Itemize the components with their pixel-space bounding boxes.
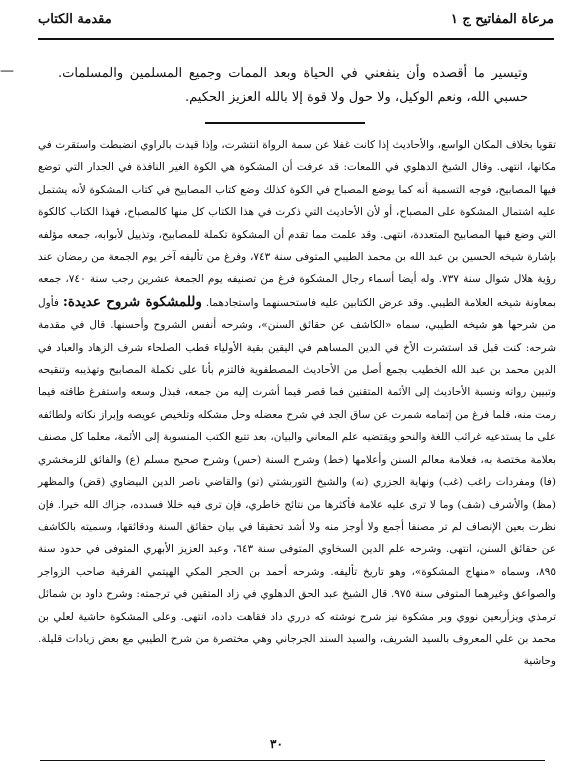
section-title: مقدمة الكتاب [38,12,112,27]
paragraph-2: فأول من شرحها هو شيخه الطيبي، سماه «الكاشف عن حقائق السنن»، وشرحه أنفس الشروح وأحسنها. قال في مقدمة شرحه: كنت قبل قد استشرت الأخ في الدين المساهم في اليقين بقية الأولياء قطب الصلحاء شرف الزهاد والعباد في الدين محمد بن عبد الله الخطيب بجمع أصل من الأحاديث المصطفوية فالتزم بأنا على تكملة المصابيح وتهذيبه وتنقيحه وتبيين رواته ونسبة الأحاديث إلى الأئمة المتقنين فما قصر فيما أشرت إليه من جمعه، فبذل وسعه واستفرغ طاقته فيما رمت منه، فلما فرغ من إتمامه شمرت عن ساق الجد في شرح معضله وحل مشكله وتلخيص عويصه وإبراز نكاته ولطائفه على ما يستدعيه غرائب اللغة والنحو ويقتضيه علم المعاني والبيان، بعد تتبع الكتب المنسوبة إلى الأئمة، معلما كل مصنف بعلامة مختصة به، فعلامة معالم السنن وأعلامها (خط) وشرح السنة (حس) وشرح صحيح مسلم (ع) والفائق للزمخشري (فا) ومفردات راغب (غب) ونهاية الجزري (نه) والشيخ التوربشتي (تو) والقاضي ناصر الدين البيضاوي (قض) والمظهر (مظ) والأشرف (شف) وما لا ترى عليه علامة فأكثرها من نتائج خاطري، فإن ترى فيه خللا فسدده، جزاك الله خيرا. فإن نظرت بعين الإنصاف لم تر مصنفا أجمع ولا أوجز منه ولا أشد تحقيقا في بيان حقائق السنة ودقائقها، وسميته بالكاشف عن حقائق السنن، انتهى. وشرحه علم الدين السخاوي المتوفى سنة ٦٤٣، وعبد العزيز الأبهري المتوفى في حدود سنة ٨٩٥، وسماه «منهاج المشكوة»، وهو تاريخ تأليفه. وشرحه أحمد بن الحجر المكي الهيتمي الفرقية صاحب الزواجر والصواعق وغيرهما المتوفى سنة ٩٧٥. قال الشيخ عبد الحق الدهلوي في زاد المتقين في ترجمته: وشرح داود بن شمائل ترمذي ويزأربعين نووي وبر مشكوة نيز شرح نوشته كه درري داد فقاهت داده، انتهى. وعلى المشكوة حاشية لعلي بن محمد بن علي المعروف بالسيد الشريف، والسيد السند الجرجاني وهي مختصرة من شرح الطيبي مع بعض زيادات قليلة. وحاشية [38,296,556,668]
page-number: ٣٠ [270,737,283,751]
margin-mark: — [0,63,14,79]
intro-paragraph: وتيسير ما أقصده وأن ينفعني في الحياة وبعد الممات وجميع المسلمين والمسلمات. حسبي الله، ونعم الوكيل، ولا حول ولا قوة إلا بالله العزيز الحكيم. [58,66,528,105]
paragraph-1: تقويا بخلاف المكان الواسع، والأحاديث إذا كانت غفلا عن سمة الرواة انتشرت، وإذا قيدت بالراوي انضبطت واستقرت في مكانها، انتهى. وقال الشيخ الدهلوي في اللمعات: قد عرفت أن المشكوة هي الكوة الغير النافذة في الجدار التي توضع فيها المصابيح، فوجه التسمية أنه كما يوضع المصباح في الكوة كذلك وضع كتاب المصابيح في كتاب المشكوة لأنه يشتمل عليه اشتمال المشكوة على المصباح، أو لأن الأحاديث التي ذكرت في هذا الكتاب كل منها كالمصباح، فهذا الكتاب كالكوة التي وضع فيها المصابيح المتعددة، انتهى. وقد علمت مما تقدم أن المشكوة تكملة للمصابيح، وتذييل لأبوابه، جمعه مؤلفه بإشارة شيخه الحسين بن عبد الله بن محمد الطيبي المتوفى سنة ٧٤٣، وفرغ من تأليفه آخر يوم الجمعة من رمضان عند رؤية هلال شوال سنة ٧٣٧. وله أيضا أسماء رجال المشكوة فرغ من تصنيفه يوم الجمعة عشرين رجب سنة ٧٤٠، جمعه بمعاونة شيخه العلامة الطيبي. وقد عرض الكتابين عليه فاستحسنهما واستجادهما. [38,139,556,309]
book-title: مرعاة المفاتيح ج ١ [450,12,554,27]
section-heading: وللمشكوة شروح عديدة: [62,293,202,310]
section-divider [205,122,365,124]
main-text [38,134,556,724]
header-rule [38,38,554,40]
footer-rule [40,760,545,761]
running-header [38,6,554,32]
